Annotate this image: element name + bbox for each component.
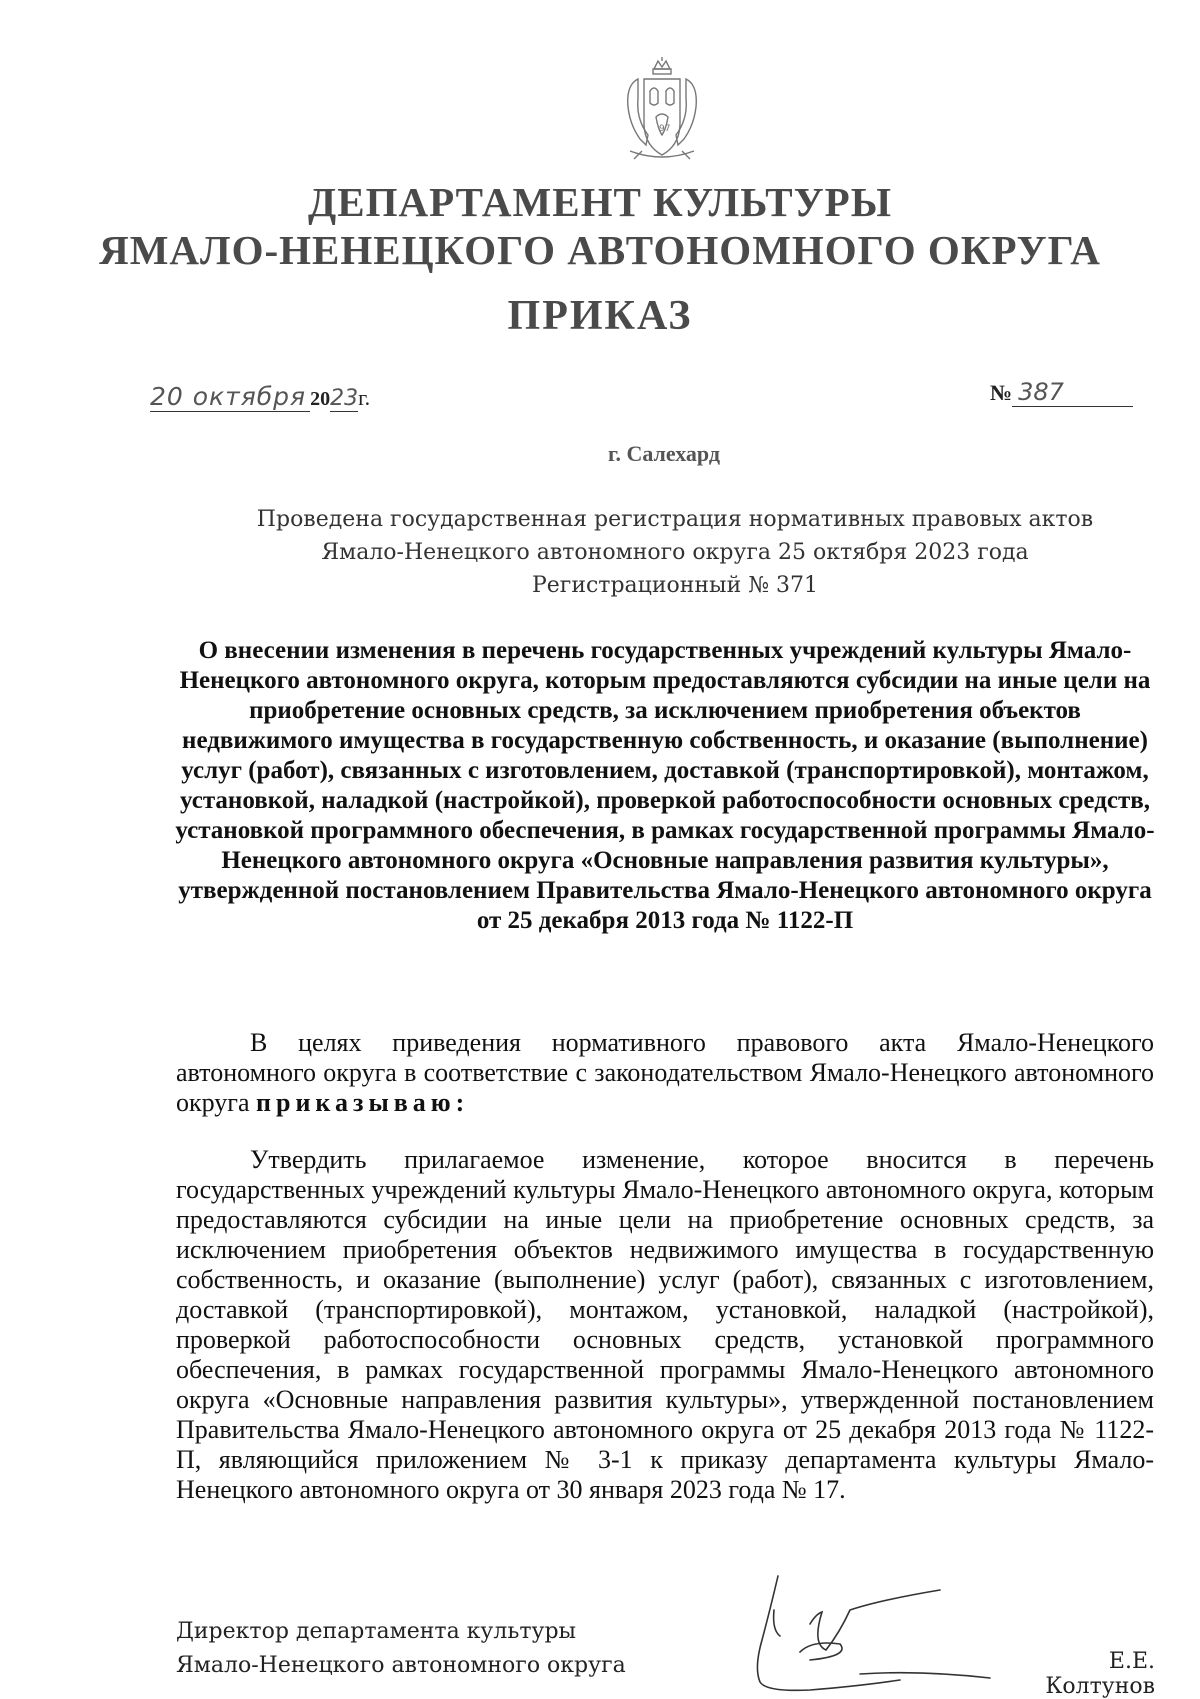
document-date: [150, 382, 450, 411]
handwritten-date: 20 октября: [150, 382, 310, 412]
svg-text:97: 97: [659, 124, 671, 134]
handwritten-year: 23: [330, 386, 359, 411]
document-number: [990, 378, 1150, 407]
signatory-position-line1: Директор департамента культуры: [176, 1619, 577, 1644]
preamble-paragraph: [176, 1028, 1154, 1118]
year-suffix: г.: [358, 385, 371, 410]
signatory-position: [176, 1615, 626, 1683]
handwritten-signature: [700, 1570, 1000, 1697]
year-prefix: 20: [310, 388, 331, 410]
signatory-position-line2: Ямало-Ненецкого автономного округа: [176, 1653, 626, 1678]
registration-line1: Проведена государственная регистрация нормативных правовых актов: [256, 507, 1094, 532]
department-name-line2: ЯМАЛО-НЕНЕЦКОГО АВТОНОМНОГО ОКРУГА: [99, 227, 1101, 273]
preamble-text: В целях приведения нормативного правового акта Ямало-Ненецкого автономного округа в соответствие с законодательством Ямало-Ненецкого автономного округа: [176, 1028, 1154, 1117]
operative-paragraph: Утвердить прилагаемое изменение, которое вносится в перечень государственных учреждений культуры Ямало-Ненецкого автономного округа, которым предоставляются субсидии на иные цели на приобретение основных средств, за исключением приобретения объектов недвижимого имущества в государственную собственность, и оказание (выполнение) услуг (работ), связанных с изготовлением, доставкой (транспортировкой), монтажом, установкой, наладкой (настройкой), проверкой работоспособности основных средств, установкой программного обеспечения, в рамках государственной программы Ямало-Ненецкого автономного округа «Основные направления развития культуры», утвержденной постановлением Правительства Ямало-Ненецкого автономного округа от 25 декабря 2013 года № 1122-П, являющийся приложением № 3-1 к приказу департамента культуры Ямало-Ненецкого автономного округа от 30 января 2023 года № 17.: [176, 1145, 1154, 1504]
coat-of-arms-icon: [620, 55, 704, 167]
document-type-heading: ПРИКАЗ: [507, 293, 693, 339]
handwritten-number: 387: [1012, 378, 1133, 407]
registration-line3: Регистрационный № 371: [531, 573, 819, 598]
order-command: приказываю:: [256, 1088, 470, 1117]
city-name: г. Салехард: [607, 441, 721, 466]
order-title: О внесении изменения в перечень государственных учреждений культуры Ямало-Ненецкого автономного округа, которым предоставляются субсидии на иные цели на приобретение основных средств, за исключением приобретения объектов недвижимого имущества в государственную собственность, и оказание (выполнение) услуг (работ), связанных с изготовлением, доставкой (транспортировкой), монтажом, установкой, наладкой (настройкой), проверкой работоспособности основных средств, установкой программного обеспечения, в рамках государственной программы Ямало-Ненецкого автономного округа «Основные направления развития культуры», утвержденной постановлением Правительства Ямало-Ненецкого автономного округа от 25 декабря 2013 года № 1122-П: [175, 637, 1155, 934]
department-name-line1: ДЕПАРТАМЕНТ КУЛЬТУРЫ: [308, 179, 892, 225]
number-label: №: [990, 380, 1013, 405]
registration-line2: Ямало-Ненецкого автономного округа 25 октября 2023 года: [321, 540, 1029, 565]
signatory-name: Е.Е. Колтунов: [1045, 1649, 1155, 1699]
